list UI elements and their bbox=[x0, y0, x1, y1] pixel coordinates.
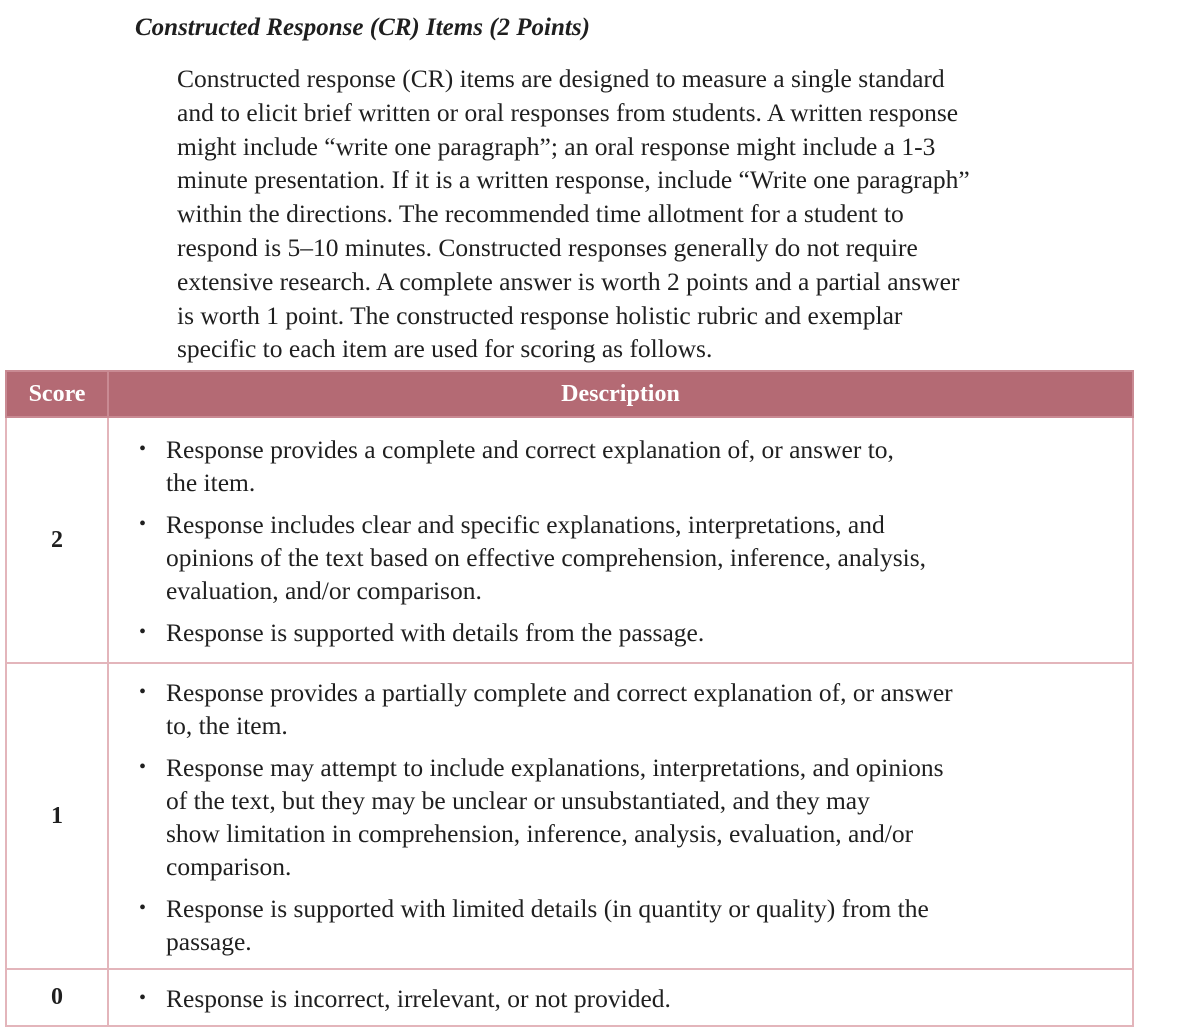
section-heading: Constructed Response (CR) Items (2 Points) bbox=[135, 14, 590, 41]
list-item: • Response provides a complete and correct explanation of, or answer to, the item. bbox=[139, 435, 894, 497]
list-item: • Response is supported with limited details (in quantity or quality) from the passage. bbox=[139, 894, 929, 956]
description-cell bbox=[108, 417, 1133, 663]
intro-line: might include “write one paragraph”; an oral response might include a 1-3 bbox=[177, 131, 936, 161]
intro-line: specific to each item are used for scoring as follows. bbox=[177, 334, 713, 364]
intro-line: within the directions. The recommended time allotment for a student to bbox=[177, 199, 904, 229]
bullet-icon: • bbox=[139, 897, 147, 919]
bullet-list bbox=[109, 970, 1132, 1025]
bullet-icon: • bbox=[139, 987, 147, 1009]
list-item: • Response includes clear and specific explanations, interpretations, and opinions of the text based on effective comprehension, inference, analysis, evaluation, and/or comparison. bbox=[139, 510, 927, 605]
score-cell: 1 bbox=[6, 663, 108, 969]
intro-paragraph bbox=[177, 62, 1122, 366]
description-column-header: Description bbox=[108, 371, 1133, 417]
score-column-header: Score bbox=[6, 371, 108, 417]
scoring-rubric-table bbox=[5, 370, 1134, 1027]
intro-line: and to elicit brief written or oral responses from students. A written response bbox=[177, 97, 959, 127]
score-cell: 2 bbox=[6, 417, 108, 663]
table-row bbox=[6, 417, 1133, 663]
bullet-icon: • bbox=[139, 681, 147, 703]
bullet-icon: • bbox=[139, 621, 147, 643]
bullet-icon: • bbox=[139, 438, 147, 460]
intro-line: minute presentation. If it is a written response, include “Write one paragraph” bbox=[177, 165, 970, 195]
table-row bbox=[6, 663, 1133, 969]
bullet-list bbox=[109, 421, 1132, 659]
table-row bbox=[6, 969, 1133, 1026]
bullet-list bbox=[109, 664, 1132, 968]
description-cell bbox=[108, 969, 1133, 1026]
table-header-row bbox=[6, 371, 1133, 417]
intro-line: is worth 1 point. The constructed response holistic rubric and exemplar bbox=[177, 300, 903, 330]
intro-line: respond is 5–10 minutes. Constructed responses generally do not require bbox=[177, 232, 918, 262]
description-cell bbox=[108, 663, 1133, 969]
list-item: • Response may attempt to include explanations, interpretations, and opinions of the text, but they may be unclear or unsubstantiated, and they may show limitation in comprehension, inference, analysis, evaluation, and/or comparison. bbox=[139, 753, 944, 881]
list-item: • Response is incorrect, irrelevant, or not provided. bbox=[139, 984, 671, 1013]
list-item: • Response provides a partially complete and correct explanation of, or answer to, the item. bbox=[139, 678, 953, 740]
intro-line: Constructed response (CR) items are designed to measure a single standard bbox=[177, 64, 945, 93]
score-cell: 0 bbox=[6, 969, 108, 1026]
bullet-icon: • bbox=[139, 756, 147, 778]
list-item: • Response is supported with details from the passage. bbox=[139, 618, 705, 647]
bullet-icon: • bbox=[139, 513, 147, 535]
intro-line: extensive research. A complete answer is worth 2 points and a partial answer bbox=[177, 266, 960, 296]
